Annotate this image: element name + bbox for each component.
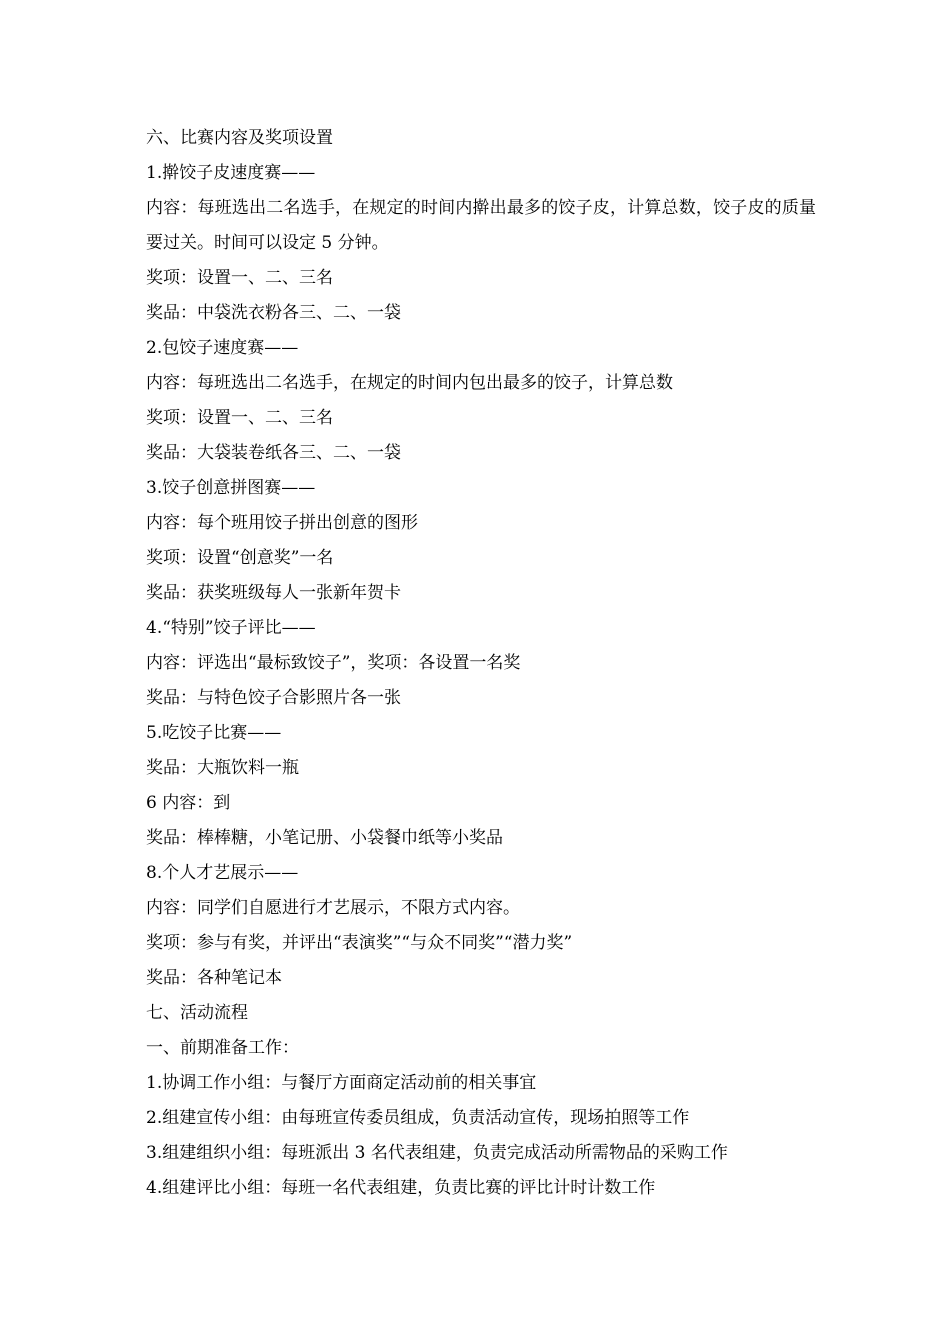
paragraph-line: 内容：同学们自愿进行才艺展示，不限方式内容。 [146, 898, 520, 918]
paragraph-line: 奖项：设置一、二、三名 [146, 408, 333, 428]
paragraph-line: 奖品：棒棒糖，小笔记册、小袋餐巾纸等小奖品 [146, 828, 503, 848]
item-heading: 8.个人才艺展示—— [146, 863, 299, 883]
paragraph-line: 2.组建宣传小组：由每班宣传委员组成，负责活动宣传，现场拍照等工作 [146, 1108, 690, 1128]
paragraph-line: 奖品：获奖班级每人一张新年贺卡 [146, 583, 401, 603]
item-heading: 1.擀饺子皮速度赛—— [146, 163, 316, 183]
item-heading: 2.包饺子速度赛—— [146, 338, 299, 358]
paragraph-line: 奖品：与特色饺子合影照片各一张 [146, 688, 401, 708]
paragraph-line: 奖项：设置“创意奖”一名 [146, 548, 334, 568]
paragraph-line: 奖品：大袋装卷纸各三、二、一袋 [146, 443, 401, 463]
paragraph-line: 内容：每个班用饺子拼出创意的图形 [146, 513, 418, 533]
paragraph-line: 奖项：设置一、二、三名 [146, 268, 333, 288]
paragraph-line: 内容：每班选出二名选手，在规定的时间内擀出最多的饺子皮，计算总数，饺子皮的质量要过关。时间可以设定 5 分钟。 [146, 198, 816, 253]
paragraph-line: 3.组建组织小组：每班派出 3 名代表组建，负责完成活动所需物品的采购工作 [146, 1143, 728, 1163]
paragraph-line: 1.协调工作小组：与餐厅方面商定活动前的相关事宜 [146, 1073, 537, 1093]
paragraph-line: 内容：每班选出二名选手，在规定的时间内包出最多的饺子，计算总数 [146, 373, 673, 393]
paragraph-line: 内容：评选出“最标致饺子”，奖项：各设置一名奖 [146, 653, 521, 673]
item-heading: 5.吃饺子比赛—— [146, 723, 282, 743]
paragraph-line: 奖品：大瓶饮料一瓶 [146, 758, 299, 778]
document-body [146, 121, 816, 1206]
paragraph-line: 4.组建评比小组：每班一名代表组建，负责比赛的评比计时计数工作 [146, 1178, 656, 1198]
section-heading: 七、活动流程 [146, 1003, 248, 1023]
section-heading: 六、比赛内容及奖项设置 [146, 128, 333, 148]
paragraph-line: 奖项：参与有奖，并评出“表演奖”“与众不同奖”“潜力奖” [146, 933, 573, 953]
subsection-heading: 一、前期准备工作： [146, 1038, 299, 1058]
item-heading: 3.饺子创意拼图赛—— [146, 478, 316, 498]
paragraph-line: 奖品：各种笔记本 [146, 968, 282, 988]
paragraph-line: 奖品：中袋洗衣粉各三、二、一袋 [146, 303, 401, 323]
paragraph-line: 6 内容：到 [146, 793, 231, 813]
item-heading: 4.“特别”饺子评比—— [146, 618, 316, 638]
